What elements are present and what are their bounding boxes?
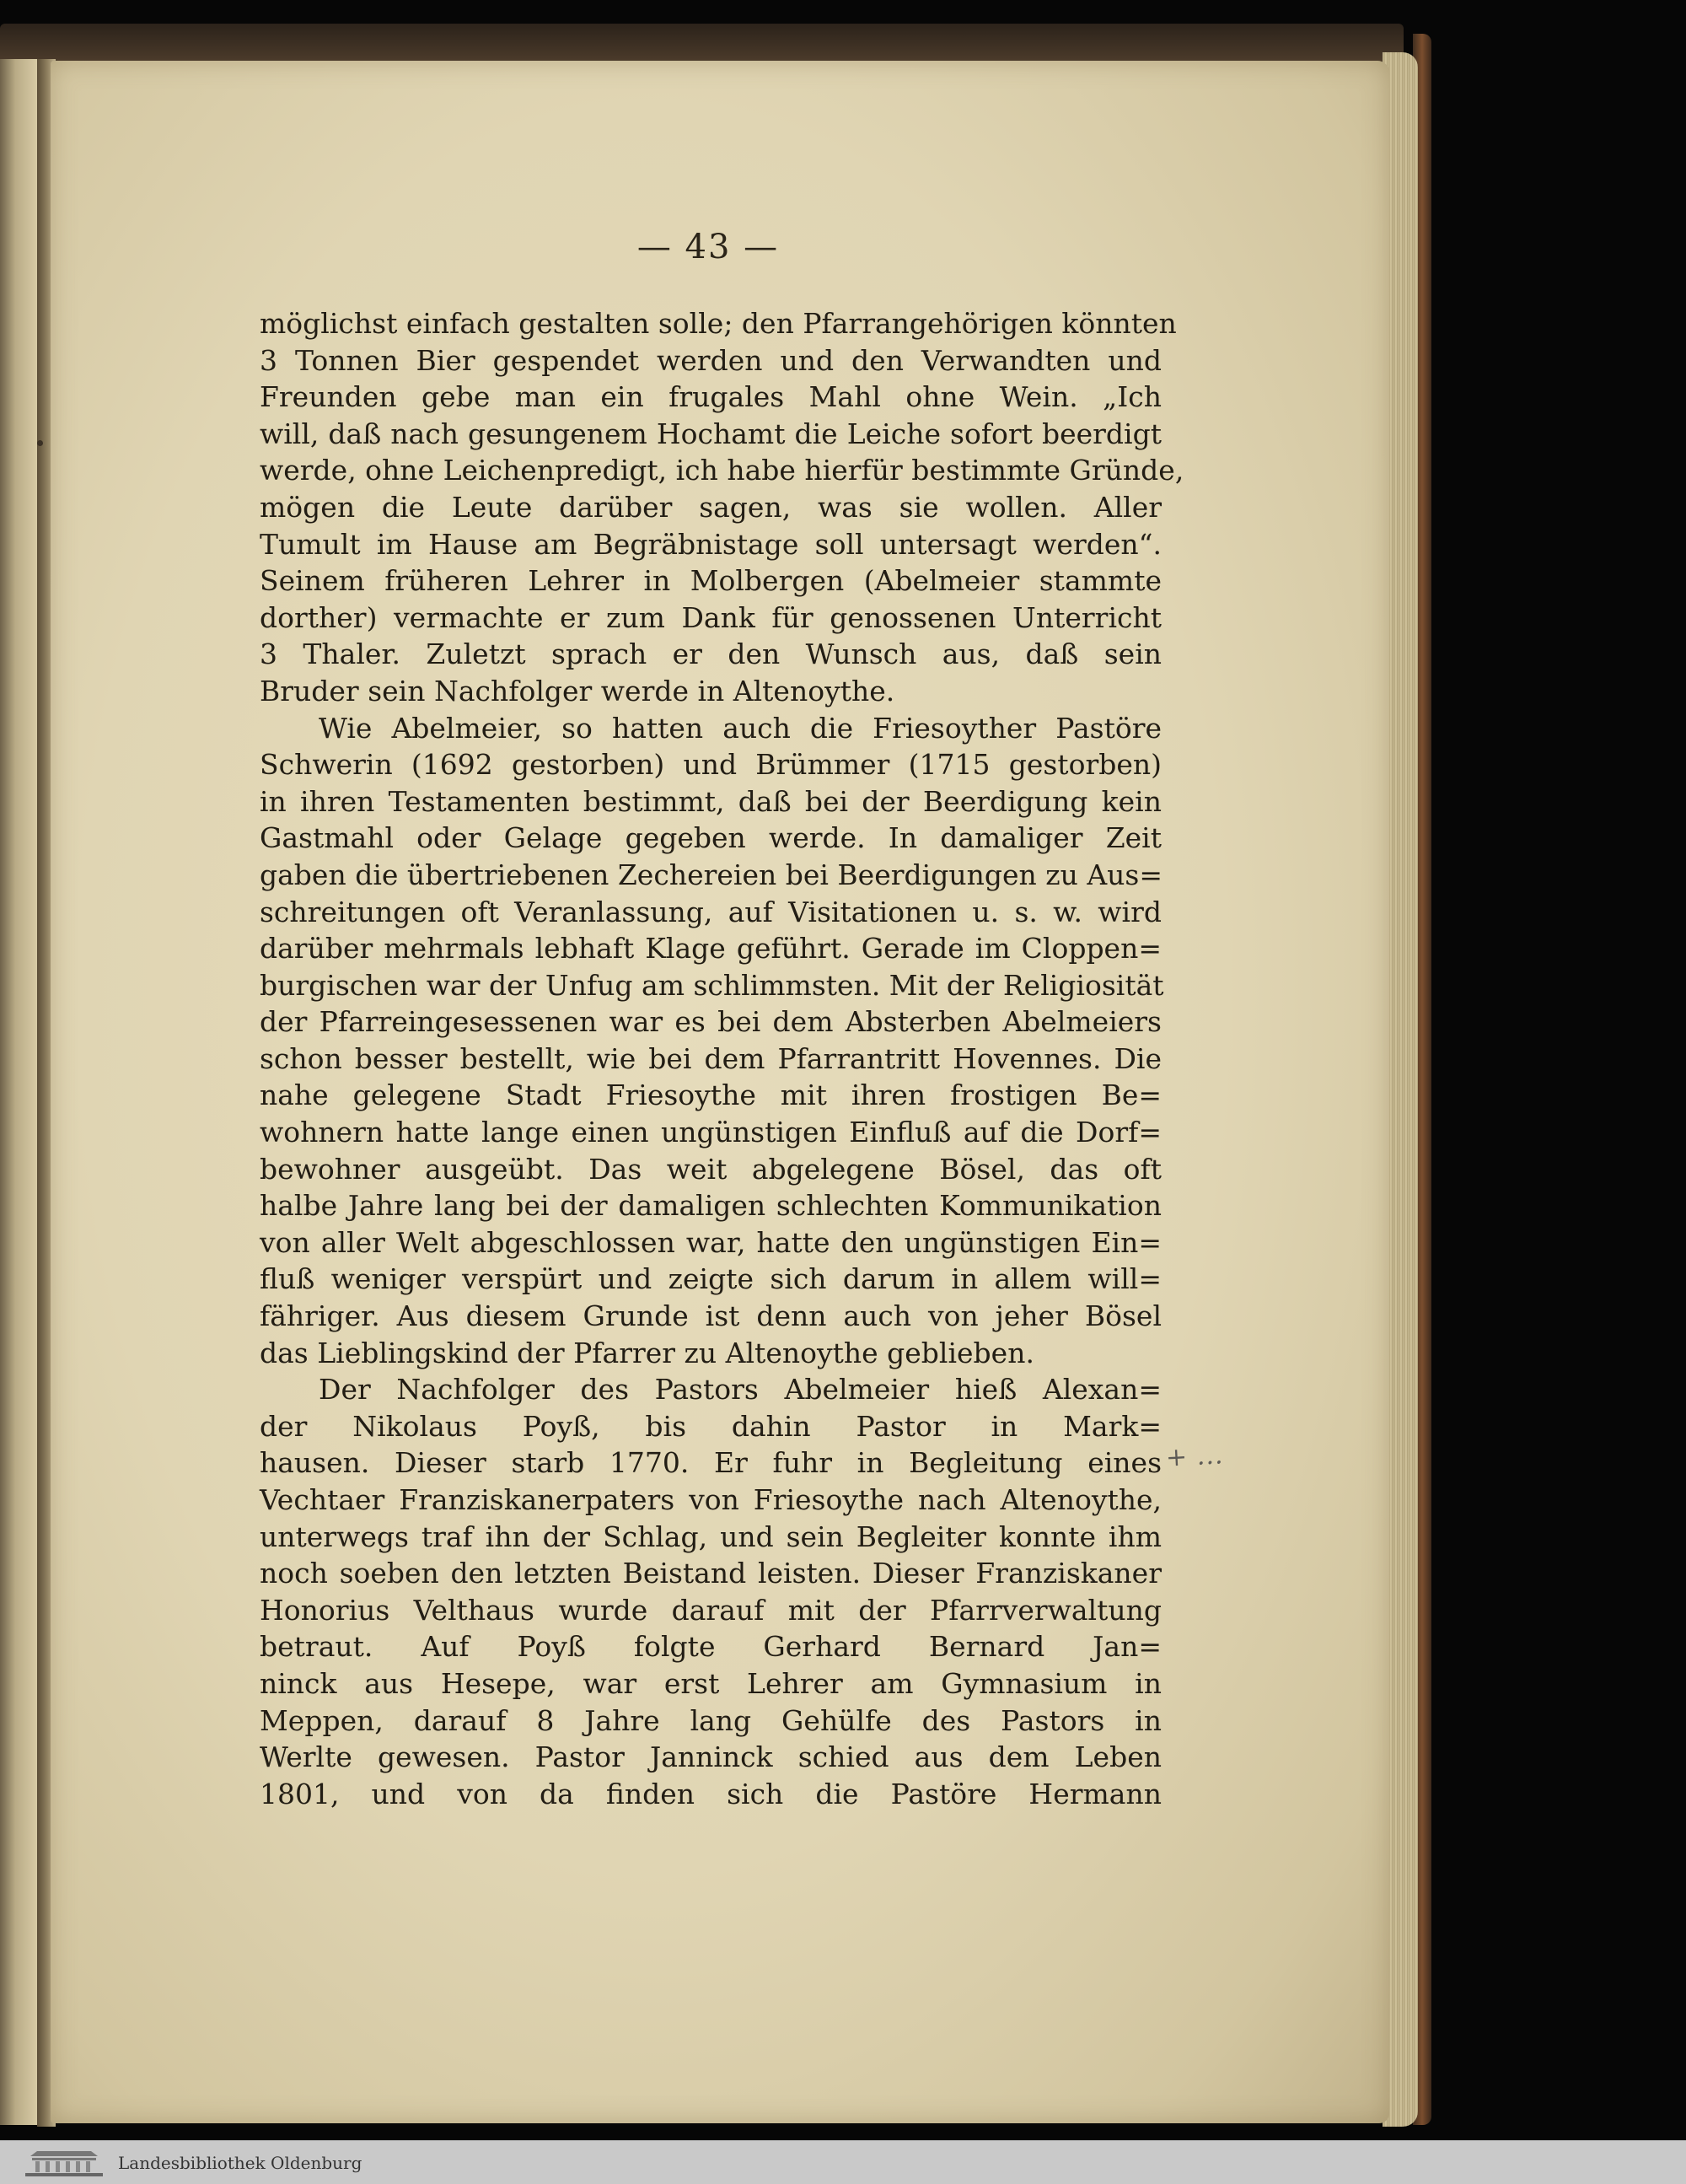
text-line: halbe Jahre lang bei der damaligen schlechten Kommunikation [260, 1189, 1162, 1223]
text-line: gaben die übertriebenen Zechereien bei Beerdigungen zu Aus= [260, 858, 1163, 891]
text-line: Der Nachfolger des Pastors Abelmeier hieß Alexan= [319, 1373, 1162, 1407]
text-line: schreitungen oft Veranlassung, auf Visitationen u. s. w. wird [260, 895, 1162, 928]
text-line: betraut. Auf Poyß folgte Gerhard Bernard Jan= [260, 1630, 1162, 1664]
footer-bar [0, 2140, 1686, 2184]
text-line: Tumult im Hause am Begräbnistage soll untersagt werden“. [260, 527, 1162, 561]
text-line: der Nikolaus Poyß, bis dahin Pastor in Mark= [260, 1409, 1162, 1443]
text-line: wohnern hatte lange einen ungünstigen Einfluß auf die Dorf= [260, 1116, 1162, 1149]
text-line: nahe gelegene Stadt Friesoythe mit ihren frostigen Be= [260, 1079, 1162, 1112]
text-line: dorther) vermachte er zum Dank für genossenen Unterricht [260, 600, 1162, 634]
text-line: mögen die Leute darüber sagen, was sie wollen. Aller [260, 490, 1162, 524]
handwritten-margin-note: + ... [1165, 1440, 1225, 1473]
library-logo-icon [24, 2148, 105, 2178]
text-line: 3 Thaler. Zuletzt sprach er den Wunsch aus, daß sein [260, 637, 1162, 671]
text-line: in ihren Testamenten bestimmt, daß bei der Beerdigung kein [260, 784, 1162, 818]
text-line: Freunden gebe man ein frugales Mahl ohne Wein. „Ich [260, 380, 1162, 414]
margin-mark [37, 440, 43, 446]
text-line: werde, ohne Leichenpredigt, ich habe hierfür bestimmte Gründe, [260, 454, 1184, 487]
page-text [260, 305, 1184, 1812]
text-line: Gastmahl oder Gelage gegeben werde. In damaliger Zeit [260, 821, 1162, 855]
text-line: Schwerin (1692 gestorben) und Brümmer (1715 gestorben) [260, 748, 1162, 782]
text-line: ninck aus Hesepe, war erst Lehrer am Gymnasium in [260, 1666, 1162, 1700]
text-line: noch soeben den letzten Beistand leisten. Dieser Franziskaner [260, 1557, 1162, 1590]
library-name: Landesbibliothek Oldenburg [118, 2153, 362, 2173]
text-line: will, daß nach gesungenem Hochamt die Leiche sofort beerdigt [260, 417, 1162, 450]
text-line: fähriger. Aus diesem Grunde ist denn auch von jeher Bösel [260, 1299, 1162, 1333]
text-line: Seinem früheren Lehrer in Molbergen (Abelmeier stammte [260, 564, 1162, 598]
text-line: Honorius Velthaus wurde darauf mit der Pfarrverwaltung [260, 1593, 1162, 1627]
text-line: unterwegs traf ihn der Schlag, und sein Begleiter konnte ihm [260, 1520, 1162, 1553]
text-line: das Lieblingskind der Pfarrer zu Altenoythe geblieben. [260, 1336, 1034, 1369]
text-line: der Pfarreingesessenen war es bei dem Absterben Abelmeiers [260, 1005, 1162, 1039]
text-line: 1801, und von da finden sich die Pastöre Hermann [260, 1777, 1162, 1810]
text-line: von aller Welt abgeschlossen war, hatte den ungünstigen Ein= [260, 1225, 1162, 1259]
text-line: 3 Tonnen Bier gespendet werden und den Verwandten und [260, 343, 1162, 377]
text-line: schon besser bestellt, wie bei dem Pfarrantritt Hovennes. Die [260, 1041, 1162, 1075]
text-line: Wie Abelmeier, so hatten auch die Friesoyther Pastöre [319, 711, 1162, 745]
text-line: Meppen, darauf 8 Jahre lang Gehülfe des Pastors in [260, 1703, 1162, 1737]
text-line: darüber mehrmals lebhaft Klage geführt. Gerade im Cloppen= [260, 932, 1162, 966]
text-line: Bruder sein Nachfolger werde in Altenoythe. [260, 674, 895, 707]
text-line: Werlte gewesen. Pastor Janninck schied aus dem Leben [260, 1740, 1162, 1774]
text-line: bewohner ausgeübt. Das weit abgelegene Bösel, das oft [260, 1152, 1162, 1186]
text-line: hausen. Dieser starb 1770. Er fuhr in Begleitung eines [260, 1446, 1162, 1480]
previous-page-edge [0, 59, 39, 2125]
page-number: — 43 — [636, 228, 780, 266]
text-line: burgischen war der Unfug am schlimmsten. Mit der Religiosität [260, 968, 1164, 1002]
text-line: Vechtaer Franziskanerpaters von Friesoythe nach Altenoythe, [260, 1483, 1162, 1516]
text-line: möglichst einfach gestalten solle; den Pfarrangehörigen könnten [260, 307, 1177, 340]
text-line: fluß weniger verspürt und zeigte sich darum in allem will= [260, 1262, 1162, 1296]
